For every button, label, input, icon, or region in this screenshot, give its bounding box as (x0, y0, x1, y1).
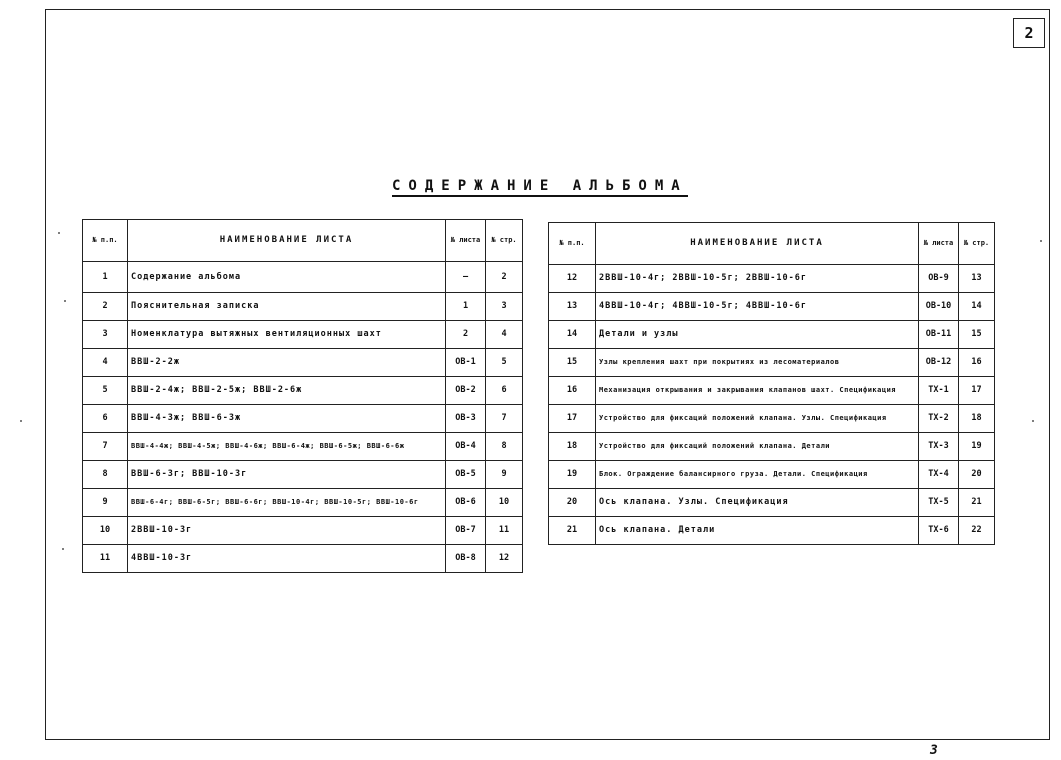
row-page: 7 (486, 405, 523, 433)
row-sheet: ТХ-2 (919, 405, 959, 433)
table-row (83, 293, 523, 321)
row-name: Детали и узлы (596, 321, 919, 349)
table-row (83, 405, 523, 433)
header-num: № п.п. (83, 220, 128, 262)
scan-speck (58, 232, 60, 234)
page-title: СОДЕРЖАНИЕ АЛЬБОМА (392, 178, 688, 197)
row-sheet: ОВ-7 (446, 517, 486, 545)
table-row (549, 517, 995, 545)
row-number: 3 (83, 321, 128, 349)
row-sheet: ТХ-1 (919, 377, 959, 405)
table-row (83, 377, 523, 405)
table-row (549, 461, 995, 489)
row-number: 16 (549, 377, 596, 405)
scan-speck (64, 300, 66, 302)
table-row (549, 293, 995, 321)
table-row (549, 377, 995, 405)
row-number: 4 (83, 349, 128, 377)
row-page: 2 (486, 262, 523, 293)
row-sheet: ОВ-5 (446, 461, 486, 489)
header-name: НАИМЕНОВАНИЕ ЛИСТА (128, 220, 446, 262)
row-number: 2 (83, 293, 128, 321)
row-sheet: ОВ-8 (446, 545, 486, 573)
row-sheet: ОВ-9 (919, 265, 959, 293)
row-sheet: 2 (446, 321, 486, 349)
row-number: 6 (83, 405, 128, 433)
table-row (549, 489, 995, 517)
row-name: Ось клапана. Узлы. Спецификация (596, 489, 919, 517)
row-sheet: ОВ-11 (919, 321, 959, 349)
row-number: 19 (549, 461, 596, 489)
table-row (83, 489, 523, 517)
row-page: 14 (959, 293, 995, 321)
row-number: 8 (83, 461, 128, 489)
row-page: 18 (959, 405, 995, 433)
row-number: 10 (83, 517, 128, 545)
table-row (83, 321, 523, 349)
header-page: № стр. (486, 220, 523, 262)
row-name: ВВШ-4-4ж; ВВШ-4-5ж; ВВШ-4-6ж; ВВШ-6-4ж; ВВШ-6-5ж; ВВШ-6-6ж (128, 433, 446, 461)
row-sheet: ОВ-3 (446, 405, 486, 433)
row-name: Ось клапана. Детали (596, 517, 919, 545)
table-row (549, 321, 995, 349)
row-page: 4 (486, 321, 523, 349)
row-number: 13 (549, 293, 596, 321)
header-name: НАИМЕНОВАНИЕ ЛИСТА (596, 223, 919, 265)
row-number: 17 (549, 405, 596, 433)
row-sheet: 1 (446, 293, 486, 321)
scan-speck (1040, 240, 1042, 242)
header-sheet: № листа (446, 220, 486, 262)
page-number: 2 (1013, 18, 1045, 48)
row-name: ВВШ-4-3ж; ВВШ-6-3ж (128, 405, 446, 433)
row-name: Номенклатура вытяжных вентиляционных шахт (128, 321, 446, 349)
contents-table-left (82, 219, 523, 573)
row-page: 9 (486, 461, 523, 489)
row-page: 11 (486, 517, 523, 545)
row-page: 21 (959, 489, 995, 517)
row-sheet: ОВ-12 (919, 349, 959, 377)
row-number: 1 (83, 262, 128, 293)
row-number: 11 (83, 545, 128, 573)
row-page: 16 (959, 349, 995, 377)
row-name: Пояснительная записка (128, 293, 446, 321)
header-page: № стр. (959, 223, 995, 265)
table-row (83, 262, 523, 293)
table-row (549, 349, 995, 377)
row-name: 2ВВШ-10-4г; 2ВВШ-10-5г; 2ВВШ-10-6г (596, 265, 919, 293)
row-name: Узлы крепления шахт при покрытиях из лесоматериалов (596, 349, 919, 377)
row-page: 20 (959, 461, 995, 489)
bottom-sheet-number: 3 (930, 743, 938, 758)
row-sheet: ТХ-6 (919, 517, 959, 545)
row-page: 8 (486, 433, 523, 461)
row-sheet: ОВ-1 (446, 349, 486, 377)
table-row (83, 517, 523, 545)
table-row (83, 349, 523, 377)
scan-speck (1032, 420, 1034, 422)
row-number: 7 (83, 433, 128, 461)
row-page: 22 (959, 517, 995, 545)
row-page: 10 (486, 489, 523, 517)
scan-speck (62, 548, 64, 550)
table-row (549, 433, 995, 461)
row-number: 14 (549, 321, 596, 349)
row-page: 5 (486, 349, 523, 377)
header-num: № п.п. (549, 223, 596, 265)
row-sheet: ТХ-3 (919, 433, 959, 461)
row-name: ВВШ-6-3г; ВВШ-10-3г (128, 461, 446, 489)
row-page: 15 (959, 321, 995, 349)
row-sheet: ОВ-4 (446, 433, 486, 461)
row-number: 20 (549, 489, 596, 517)
table-row (83, 461, 523, 489)
row-name: 2ВВШ-10-3г (128, 517, 446, 545)
row-sheet: ОВ-2 (446, 377, 486, 405)
row-name: Содержание альбома (128, 262, 446, 293)
table-row (549, 405, 995, 433)
row-page: 12 (486, 545, 523, 573)
row-number: 21 (549, 517, 596, 545)
row-name: 4ВВШ-10-3г (128, 545, 446, 573)
row-page: 3 (486, 293, 523, 321)
row-sheet: ОВ-10 (919, 293, 959, 321)
row-name: Блок. Ограждение балансирного груза. Детали. Спецификация (596, 461, 919, 489)
scan-speck (20, 420, 22, 422)
header-sheet: № листа (919, 223, 959, 265)
row-name: 4ВВШ-10-4г; 4ВВШ-10-5г; 4ВВШ-10-6г (596, 293, 919, 321)
row-sheet: ТХ-5 (919, 489, 959, 517)
row-page: 19 (959, 433, 995, 461)
row-name: ВВШ-6-4г; ВВШ-6-5г; ВВШ-6-6г; ВВШ-10-4г; ВВШ-10-5г; ВВШ-10-6г (128, 489, 446, 517)
row-name: ВВШ-2-2ж (128, 349, 446, 377)
row-number: 5 (83, 377, 128, 405)
row-number: 9 (83, 489, 128, 517)
row-page: 6 (486, 377, 523, 405)
row-name: Устройство для фиксаций положений клапана. Детали (596, 433, 919, 461)
row-page: 17 (959, 377, 995, 405)
table-row (83, 433, 523, 461)
row-name: ВВШ-2-4ж; ВВШ-2-5ж; ВВШ-2-6ж (128, 377, 446, 405)
row-sheet: ОВ-6 (446, 489, 486, 517)
table-row (83, 545, 523, 573)
row-number: 12 (549, 265, 596, 293)
row-sheet: — (446, 262, 486, 293)
row-name: Устройство для фиксаций положений клапана. Узлы. Спецификация (596, 405, 919, 433)
row-sheet: ТХ-4 (919, 461, 959, 489)
row-name: Механизация открывания и закрывания клапанов шахт. Спецификация (596, 377, 919, 405)
row-number: 15 (549, 349, 596, 377)
contents-table-right (548, 222, 995, 545)
row-page: 13 (959, 265, 995, 293)
table-row (549, 265, 995, 293)
row-number: 18 (549, 433, 596, 461)
